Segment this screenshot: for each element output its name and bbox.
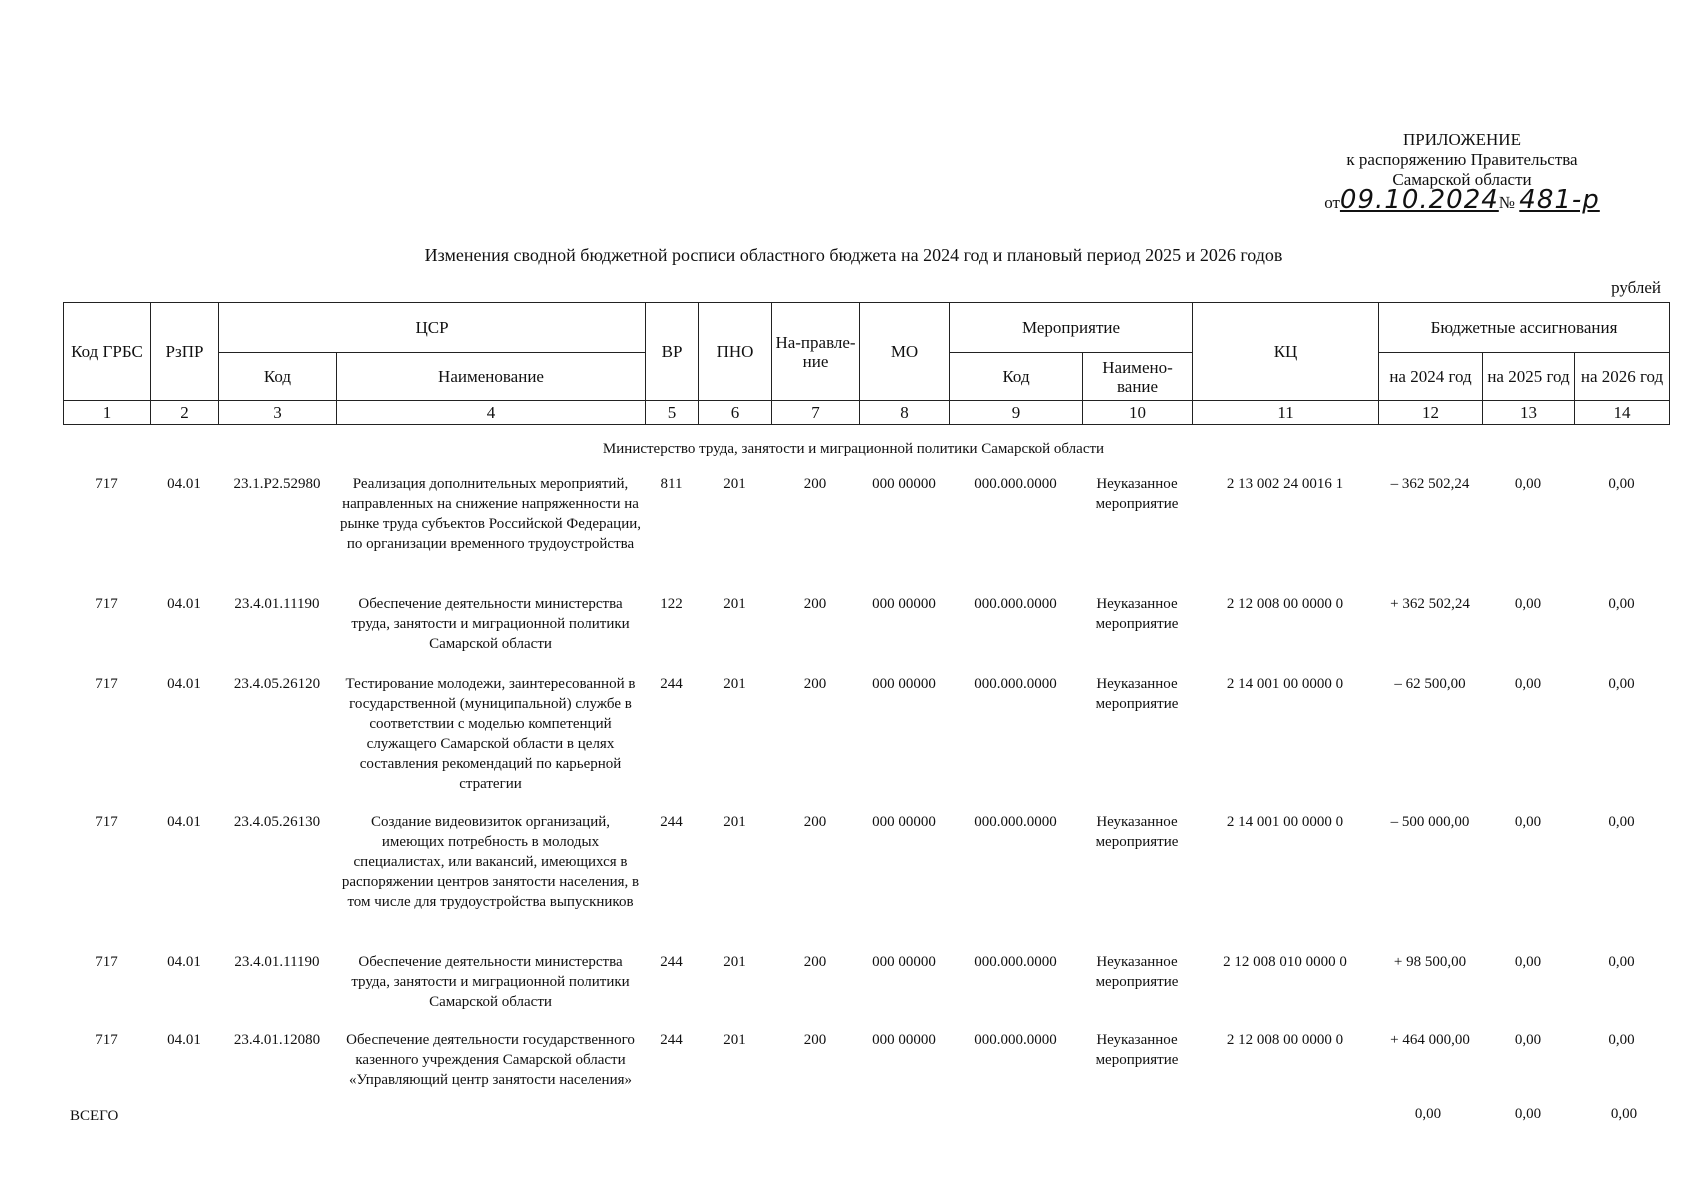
- header-pno: ПНО: [699, 303, 772, 401]
- cell-y2024: – 362 502,24: [1390, 476, 1470, 492]
- col-num: 9: [950, 401, 1083, 425]
- header-meropr-name: Наимено-вание: [1083, 353, 1193, 401]
- cell-mname: Неуказанное мероприятие: [1095, 596, 1179, 632]
- cell-grbs: 717: [95, 1032, 118, 1048]
- cell-vr: 122: [660, 596, 683, 612]
- header-y2024: на 2024 год: [1379, 353, 1483, 401]
- cell-y2025: 0,00: [1514, 596, 1542, 612]
- cell-csr: 23.4.01.11190: [234, 596, 320, 612]
- col-num: 12: [1379, 401, 1483, 425]
- cell-grbs: 717: [95, 596, 118, 612]
- cell-y2025: 0,00: [1514, 476, 1542, 492]
- cell-y2025: 0,00: [1514, 814, 1542, 830]
- handwritten-date: 09.10.2024: [1339, 185, 1499, 215]
- cell-rzpr: 04.01: [167, 954, 201, 970]
- table-header: [63, 302, 1670, 425]
- cell-y2026: 0,00: [1608, 814, 1635, 830]
- cell-pno: 201: [723, 954, 746, 970]
- col-num: 7: [772, 401, 860, 425]
- cell-mname: Неуказанное мероприятие: [1095, 814, 1179, 850]
- col-num: 11: [1193, 401, 1379, 425]
- cell-y2024: + 98 500,00: [1393, 954, 1467, 970]
- appendix-date-line: [1297, 185, 1627, 215]
- col-num: 5: [646, 401, 699, 425]
- col-num: 1: [64, 401, 151, 425]
- cell-mname: Неуказанное мероприятие: [1095, 954, 1179, 990]
- cell-csr: 23.1.Р2.52980: [233, 476, 321, 492]
- cell-mkod: 000.000.0000: [974, 1032, 1057, 1048]
- cell-kc: 2 12 008 00 0000 0: [1226, 1032, 1344, 1048]
- cell-mkod: 000.000.0000: [974, 814, 1057, 830]
- cell-kc: 2 12 008 010 0000 0: [1223, 954, 1347, 970]
- cell-y2026: 0,00: [1608, 954, 1635, 970]
- cell-vr: 811: [660, 476, 683, 492]
- handwritten-number: 481-р: [1519, 185, 1600, 215]
- cell-vr: 244: [660, 954, 683, 970]
- cell-mname: Неуказанное мероприятие: [1095, 476, 1179, 512]
- cell-rzpr: 04.01: [167, 814, 201, 830]
- cell-kc: 2 14 001 00 0000 0: [1226, 814, 1344, 830]
- cell-mo: 000 00000: [872, 954, 936, 970]
- cell-pno: 201: [723, 1032, 746, 1048]
- cell-mkod: 000.000.0000: [974, 676, 1057, 692]
- table-row: [63, 948, 1669, 1026]
- col-num: 8: [860, 401, 950, 425]
- cell-vr: 244: [660, 676, 683, 692]
- cell-mkod: 000.000.0000: [974, 954, 1057, 970]
- header-csr: ЦСР: [219, 303, 646, 353]
- appendix-title: ПРИЛОЖЕНИЕ: [1403, 130, 1521, 149]
- header-kc: КЦ: [1193, 303, 1379, 401]
- col-num: 4: [337, 401, 646, 425]
- cell-name: Реализация дополнительных мероприятий, направленных на снижение напряженности на рынке труда субъектов Российской Федерации, по организации временного трудоустройства: [339, 476, 642, 552]
- cell-y2025: 0,00: [1514, 954, 1542, 970]
- header-mo: МО: [860, 303, 950, 401]
- ministry-heading: Министерство труда, занятости и миграционной политики Самарской области: [602, 441, 1105, 457]
- cell-y2025: 0,00: [1514, 1032, 1542, 1048]
- cell-y2025: 0,00: [1514, 676, 1542, 692]
- header-csr-name: Наименование: [337, 353, 646, 401]
- cell-napr: 200: [803, 476, 827, 492]
- cell-napr: 200: [803, 676, 827, 692]
- table-row: [63, 470, 1669, 590]
- cell-kc: 2 14 001 00 0000 0: [1226, 676, 1344, 692]
- cell-name: Обеспечение деятельности министерства труда, занятости и миграционной политики Самарской области: [351, 596, 630, 652]
- cell-mkod: 000.000.0000: [974, 476, 1057, 492]
- header-rzpr: РзПР: [151, 303, 219, 401]
- table-row: [63, 1026, 1669, 1108]
- col-num: 14: [1575, 401, 1670, 425]
- cell-csr: 23.4.05.26120: [233, 676, 321, 692]
- cell-y2024: – 62 500,00: [1394, 676, 1466, 692]
- cell-pno: 201: [723, 814, 746, 830]
- cell-napr: 200: [803, 596, 827, 612]
- appendix-stamp: [1297, 130, 1627, 213]
- cell-kc: 2 12 008 00 0000 0: [1226, 596, 1344, 612]
- header-y2025: на 2025 год: [1483, 353, 1575, 401]
- cell-y2026: 0,00: [1608, 596, 1635, 612]
- cell-y2026: 0,00: [1608, 676, 1635, 692]
- cell-vr: 244: [660, 1032, 683, 1048]
- header-napr: На-правле-ние: [772, 303, 860, 401]
- total-label: ВСЕГО: [70, 1108, 119, 1124]
- appendix-line: к распоряжению Правительства: [1346, 150, 1578, 169]
- header-meropr: Мероприятие: [950, 303, 1193, 353]
- table-body: [63, 470, 1669, 1108]
- total-2026: 0,00: [1610, 1106, 1638, 1122]
- cell-mo: 000 00000: [872, 814, 936, 830]
- cell-name: Тестирование молодежи, заинтересованной в государственной (муниципальной) службе в соответствии с моделью компетенций служащего Самарской области в целях составления рекомендаций по карьерной стратегии: [345, 676, 636, 792]
- cell-name: Создание видеовизиток организаций, имеющих потребность в молодых специалистах, или вакансий, имеющихся в распоряжении центров занятости населения, в том числе для трудоустройства выпускников: [341, 814, 640, 910]
- cell-mo: 000 00000: [872, 1032, 936, 1048]
- header-budget: Бюджетные ассигнования: [1379, 303, 1670, 353]
- cell-rzpr: 04.01: [167, 476, 201, 492]
- header-vr: ВР: [646, 303, 699, 401]
- col-num: 3: [219, 401, 337, 425]
- cell-rzpr: 04.01: [167, 676, 201, 692]
- col-num: 13: [1483, 401, 1575, 425]
- header-kod-grbs: Код ГРБС: [64, 303, 151, 401]
- cell-mname: Неуказанное мероприятие: [1095, 676, 1179, 712]
- cell-y2024: – 500 000,00: [1390, 814, 1470, 830]
- number-prefix: №: [1498, 193, 1516, 212]
- cell-y2024: + 362 502,24: [1390, 596, 1470, 612]
- cell-mname: Неуказанное мероприятие: [1095, 1032, 1179, 1068]
- cell-grbs: 717: [95, 954, 118, 970]
- cell-napr: 200: [803, 1032, 827, 1048]
- header-meropr-kod: Код: [950, 353, 1083, 401]
- cell-napr: 200: [803, 814, 827, 830]
- total-2024: 0,00: [1414, 1106, 1442, 1122]
- cell-y2026: 0,00: [1608, 1032, 1635, 1048]
- cell-rzpr: 04.01: [167, 1032, 201, 1048]
- cell-name: Обеспечение деятельности государственного казенного учреждения Самарской области «Управляющий центр занятости населения»: [346, 1032, 635, 1088]
- cell-csr: 23.4.01.12080: [233, 1032, 321, 1048]
- date-prefix: от: [1324, 193, 1340, 212]
- table-row: [63, 808, 1669, 948]
- units-label: рублей: [1611, 278, 1661, 297]
- document-title: Изменения сводной бюджетной росписи областного бюджета на 2024 год и плановый период 2025 и 2026 годов: [424, 245, 1283, 265]
- cell-vr: 244: [660, 814, 683, 830]
- cell-kc: 2 13 002 24 0016 1: [1226, 476, 1344, 492]
- cell-grbs: 717: [95, 476, 118, 492]
- cell-mo: 000 00000: [872, 676, 936, 692]
- cell-rzpr: 04.01: [167, 596, 201, 612]
- total-2025: 0,00: [1514, 1106, 1542, 1122]
- col-num: 6: [699, 401, 772, 425]
- cell-y2026: 0,00: [1608, 476, 1635, 492]
- cell-csr: 23.4.01.11190: [234, 954, 320, 970]
- header-csr-kod: Код: [219, 353, 337, 401]
- cell-mo: 000 00000: [872, 476, 936, 492]
- cell-napr: 200: [803, 954, 827, 970]
- col-num: 10: [1083, 401, 1193, 425]
- cell-csr: 23.4.05.26130: [233, 814, 321, 830]
- cell-grbs: 717: [95, 676, 118, 692]
- cell-pno: 201: [723, 476, 746, 492]
- table-row: [63, 670, 1669, 808]
- cell-pno: 201: [723, 596, 746, 612]
- table-row: [63, 590, 1669, 670]
- cell-name: Обеспечение деятельности министерства труда, занятости и миграционной политики Самарской области: [351, 954, 630, 1010]
- appendix-line: Самарской области: [1392, 170, 1532, 189]
- col-num: 2: [151, 401, 219, 425]
- cell-mkod: 000.000.0000: [974, 596, 1057, 612]
- header-y2026: на 2026 год: [1575, 353, 1670, 401]
- cell-pno: 201: [723, 676, 746, 692]
- cell-y2024: + 464 000,00: [1390, 1032, 1470, 1048]
- cell-mo: 000 00000: [872, 596, 936, 612]
- cell-grbs: 717: [95, 814, 118, 830]
